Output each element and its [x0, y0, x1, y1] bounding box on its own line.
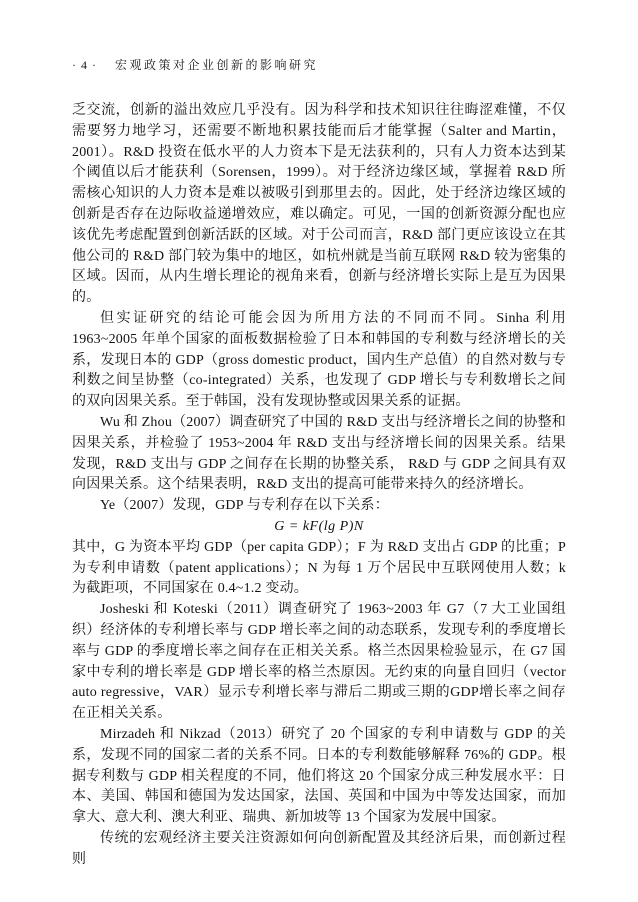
paragraph-continuation: 乏交流，创新的溢出效应几乎没有。因为科学和技术知识往往晦涩难懂，不仅需要努力地学习，还需要不断地积累技能而后才能掌握（Salter and Martin，2001）。R&D 投资在低水平的人力资本下是无法获利的，只有人力资本达到某个阈值以后才能获利（Sorensen，1999）。对于经济边缘区域，掌握着 R&D 所需核心知识的人力资本是难以被吸引到那里去的。因此，处于经济边缘区域的创新是否存在边际收益递增效应，难以确定。可见，一国的创新资源分配也应该优先考虑配置到创新活跃的区域。对于公司而言，R&D 部门更应该设立在其他公司的 R&D 部门较为集中的地区，如杭州就是当前互联网 R&D 较为密集的区域。因而，从内生增长理论的视角来看，创新与经济增长实际上是互为因果的。 [72, 103, 566, 306]
running-title: 宏观政策对企业创新的影响研究 [115, 58, 319, 72]
paragraph: Josheski 和 Koteski（2011）调查研究了 1963~2003 年 G7（7 大工业国组织）经济体的专利增长率与 GDP 增长率之间的动态联系，发现专利的季度增长率与 GDP 的季度增长率之间存在正相关关系。格兰杰因果检验显示，在 G7 国家中专利的增长率是 GDP 增长率的格兰杰原因。无约束的向量自回归（vector auto regressive，VAR）显示专利增长率与滞后二期或三期的GDP增长率之间存在正相关关系。 [72, 602, 566, 722]
paragraph: Mirzadeh 和 Nikzad（2013）研究了 20 个国家的专利申请数与 GDP 的关系，发现不同的国家二者的关系不同。日本的专利数能够解释 76%的 GDP。根据专利数与 GDP 相关程度的不同，他们将这 20 个国家分成三种发展水平：日本、美国、韩国和德国为发达国家，法国、英国和中国为中等发达国家，而加拿大、意大利、澳大利亚、瑞典、新加坡等 13 个国家为发展中国家。 [72, 726, 566, 826]
paragraph-last: 传统的宏观经济主要关注资源如何向创新配置及其经济后果，而创新过程则 [72, 830, 566, 867]
page-number: · 4 · [72, 58, 97, 72]
body-text [72, 101, 566, 870]
paragraph: 但实证研究的结论可能会因为所用方法的不同而不同。Sinha 利用 1963~2005 年单个国家的面板数据检验了日本和韩国的专利数与经济增长的关系，发现日本的 GDP（gross domestic product，国内生产总值）的自然对数与专利数之间呈协整（co-integrated）关系，也发现了 GDP 增长与专利数增长之间的双向因果关系。至于韩国，没有发现协整或因果关系的证据。 [72, 310, 566, 410]
paragraph-formula-explanation: 其中，G 为资本平均 GDP（per capita GDP）；F 为 R&D 支出占 GDP 的比重；P 为专利申请数（patent applications）；N 为每 1 万个居民中互联网使用人数；k 为截距项，不同国家在 0.4~1.2 变动。 [72, 539, 566, 597]
paragraph-formula-intro: Ye（2007）发现，GDP 与专利存在以下关系： [100, 498, 389, 514]
paragraph: Wu 和 Zhou（2007）调查研究了中国的 R&D 支出与经济增长之间的协整和因果关系，并检验了 1953~2004 年 R&D 支出与经济增长间的因果关系。结果发现，R&D 支出与 GDP 之间存在长期的协整关系， R&D 与 GDP 之间具有双向因果关系。这个结果表明，R&D 支出的提高可能带来持久的经济增长。 [72, 414, 566, 493]
formula: G = kF(lg P)N [274, 518, 364, 534]
page-header [72, 56, 566, 73]
